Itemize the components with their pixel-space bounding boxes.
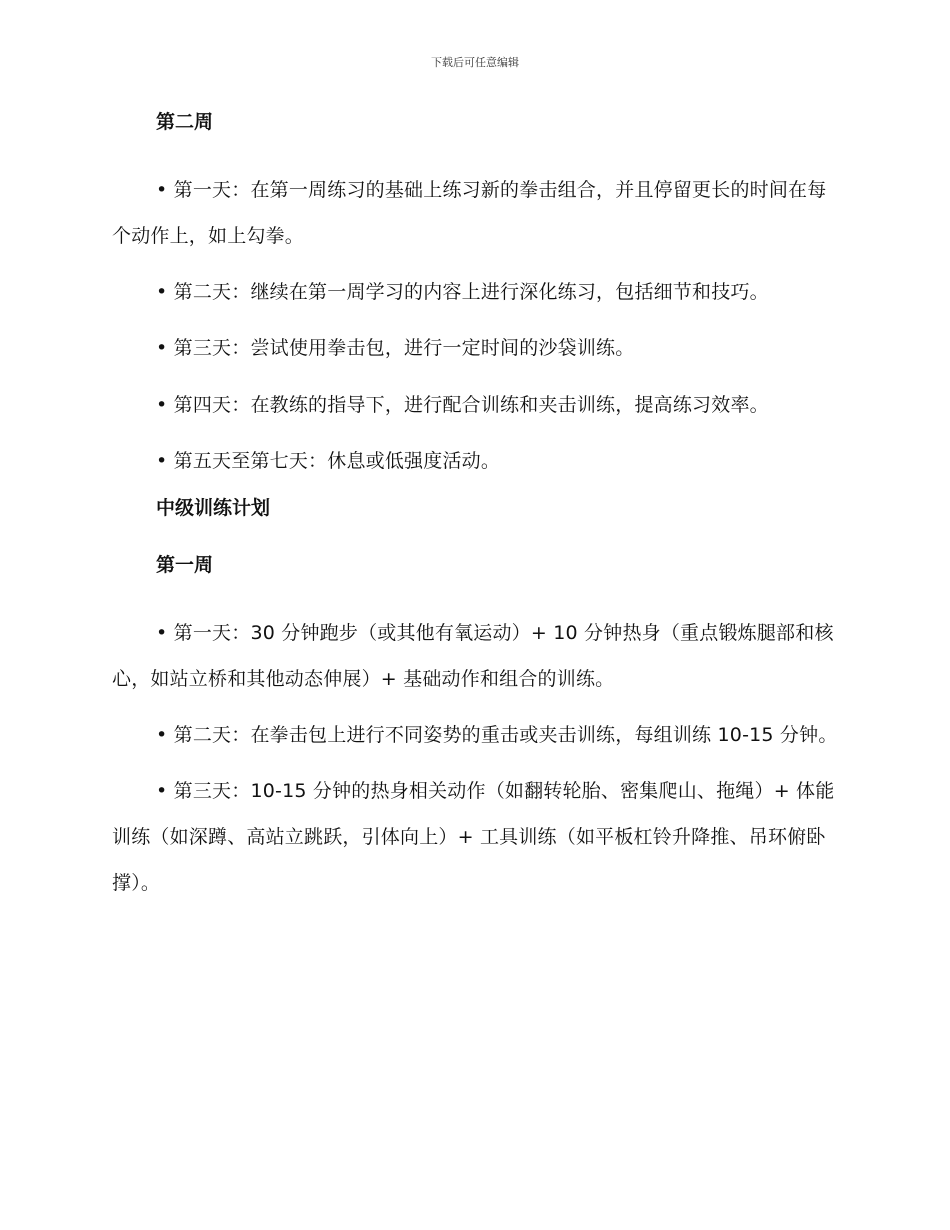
page-header-note: 下载后可任意编辑 xyxy=(431,56,519,69)
week-1-heading: 第一周 xyxy=(156,554,214,576)
week-2-day-2: • 第二天：继续在第一周学习的内容上进行深化练习，包括细节和技巧。 xyxy=(156,281,769,303)
intermediate-plan-heading: 中级训练计划 xyxy=(156,497,271,519)
document-body xyxy=(112,110,842,916)
week-1-day-1: • 第一天：30 分钟跑步（或其他有氧运动）+ 10 分钟热身（重点锻炼腿部和核心，如站立桥和其他动态伸展）+ 基础动作和组合的训练。 xyxy=(112,622,834,690)
week-2-day-3: • 第三天：尝试使用拳击包，进行一定时间的沙袋训练。 xyxy=(156,337,635,359)
week-2-day-4: • 第四天：在教练的指导下，进行配合训练和夹击训练，提高练习效率。 xyxy=(156,394,769,416)
week-2-day-5-7: • 第五天至第七天：休息或低强度活动。 xyxy=(156,450,501,472)
week-2-heading: 第二周 xyxy=(156,111,214,133)
week-1-day-2: • 第二天：在拳击包上进行不同姿势的重击或夹击训练，每组训练 10-15 分钟。 xyxy=(156,724,838,746)
week-2-day-1: • 第一天：在第一周练习的基础上练习新的拳击组合，并且停留更长的时间在每个动作上，如上勾拳。 xyxy=(112,179,827,247)
week-1-day-3: • 第三天：10-15 分钟的热身相关动作（如翻转轮胎、密集爬山、拖绳）+ 体能训练（如深蹲、高站立跳跃，引体向上）+ 工具训练（如平板杠铃升降推、吊环俯卧撑）。 xyxy=(112,780,835,894)
